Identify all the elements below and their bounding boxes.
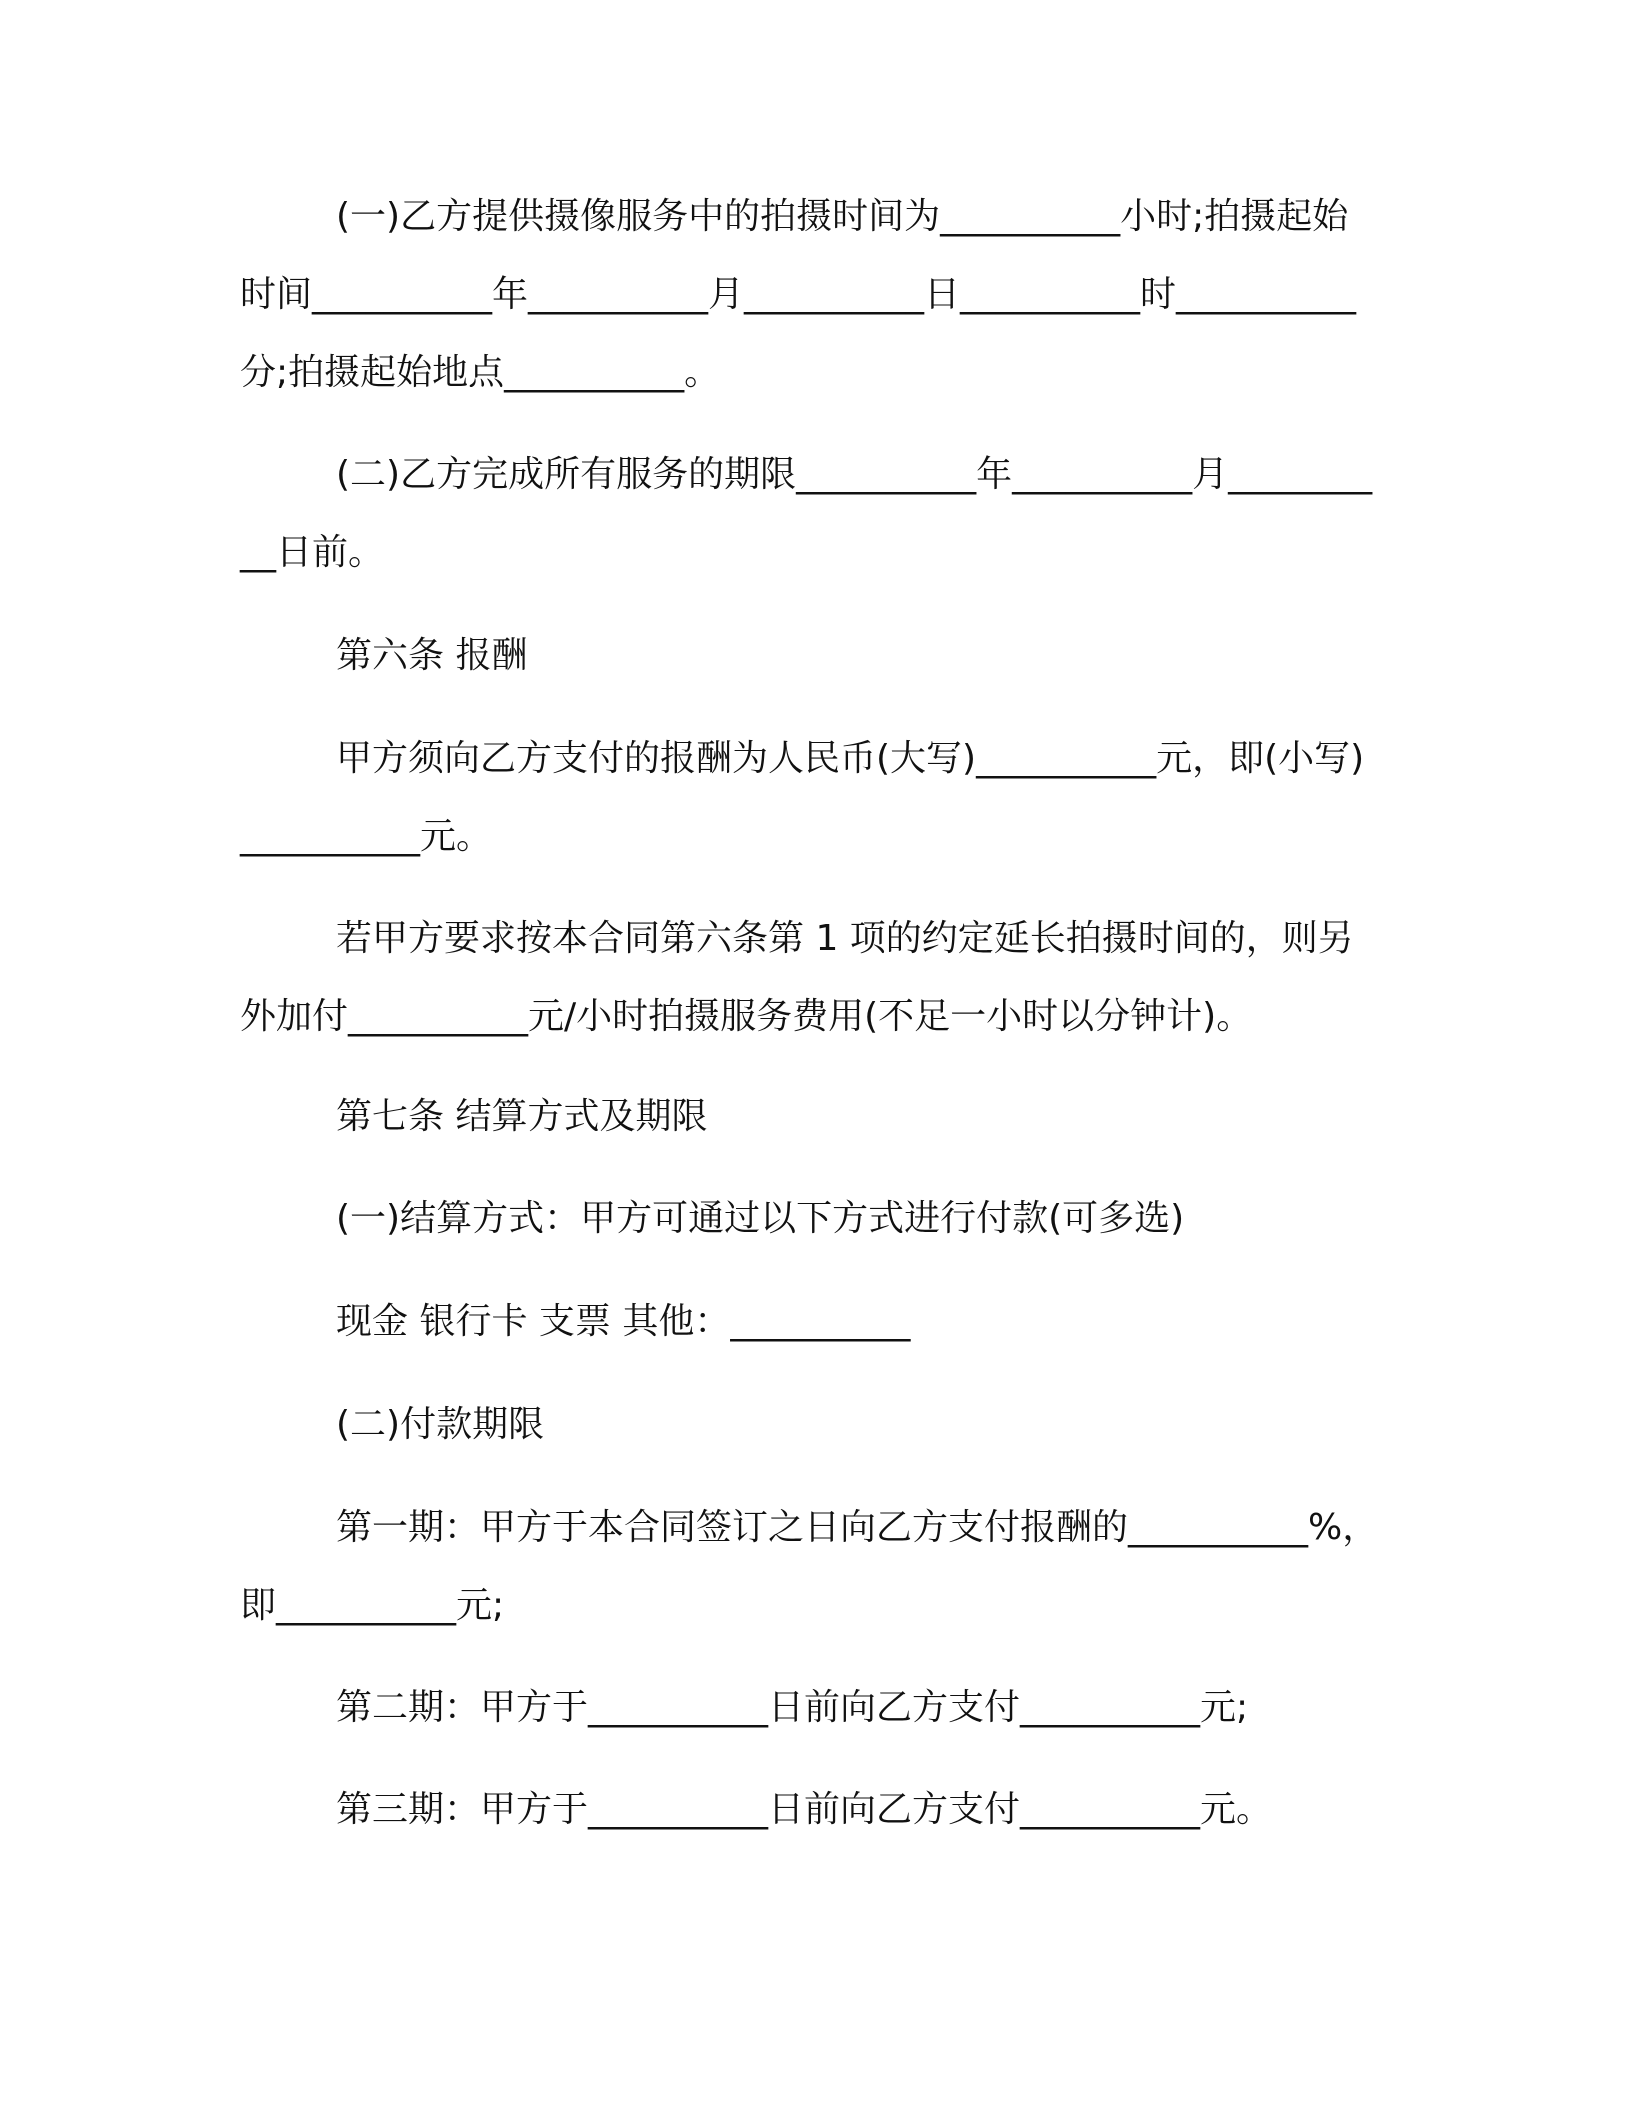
article-six-heading: 第六条 报酬	[336, 635, 528, 676]
article-seven-heading: 第七条 结算方式及期限	[336, 1096, 708, 1137]
clause-extra-fee: 若甲方要求按本合同第六条第 1 项的约定延长拍摄时间的，则另外加付__________元/小时拍摄服务费用(不足一小时以分钟计)。	[240, 918, 1354, 1037]
payment-phase-two: 第二期：甲方于__________日前向乙方支付__________元;	[336, 1687, 1249, 1728]
clause-settlement-method: (一)结算方式：甲方可通过以下方式进行付款(可多选)	[336, 1198, 1185, 1239]
payment-phase-one: 第一期：甲方于本合同签订之日向乙方支付报酬的__________%，即__________元;	[240, 1507, 1379, 1626]
clause-service-deadline: (二)乙方完成所有服务的期限__________年__________月__________日前。	[240, 454, 1373, 573]
clause-shooting-time: (一)乙方提供摄像服务中的拍摄时间为__________小时;拍摄起始时间__________年__________月__________日__________时__________分;拍摄起始地点__________。	[240, 196, 1356, 393]
clause-remuneration-amount: 甲方须向乙方支付的报酬为人民币(大写)__________元，即(小写)__________元。	[240, 738, 1365, 857]
payment-phase-three: 第三期：甲方于__________日前向乙方支付__________元。	[336, 1789, 1273, 1830]
clause-payment-deadline: (二)付款期限	[336, 1404, 545, 1445]
payment-options: 现金 银行卡 支票 其他：__________	[336, 1301, 911, 1342]
